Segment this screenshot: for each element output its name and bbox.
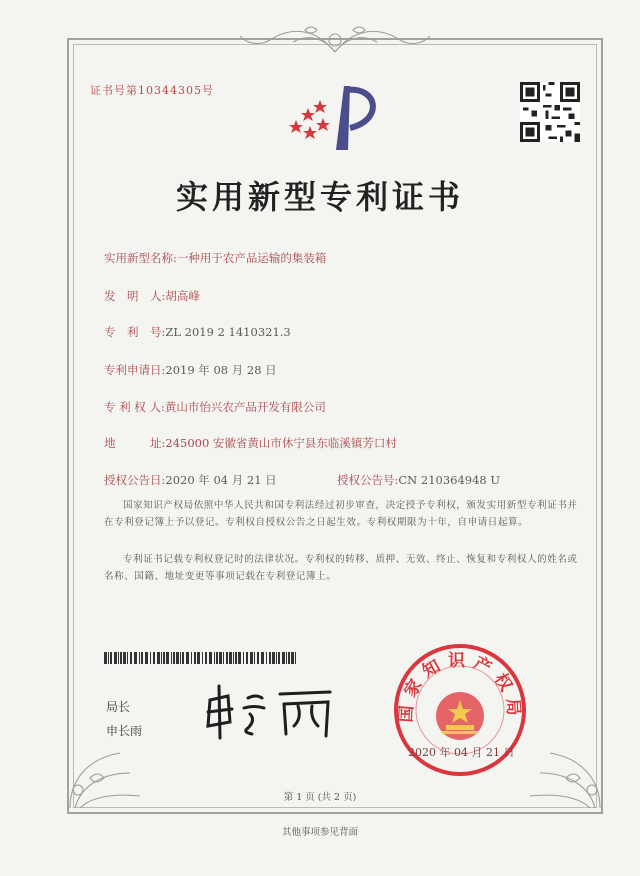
patent-office-logo: [288, 80, 388, 150]
footer-note: 其他事项参见背面: [281, 827, 358, 838]
field-address: [104, 435, 397, 451]
signatory-title: 局长: [106, 700, 131, 714]
field-label: 专 利 权 人:: [104, 400, 165, 414]
field-value: 2020 年 04 月 21 日: [165, 473, 277, 487]
field-label: 专 利 号:: [104, 325, 166, 339]
page-indicator: 第 1 页 (共 2 页): [283, 792, 357, 803]
handwritten-signature: [200, 682, 340, 740]
certificate-number: 证书号第10344305号: [90, 84, 214, 97]
seal-text: 国家知识产权局: [396, 651, 524, 724]
legal-status-paragraph: 专利证书记载专利权登记时的法律状况。专利权的转移、质押、无效、终止、恢复和专利权人的姓名或名称、国籍、地址变更等事项记载在专利登记簿上。: [104, 554, 578, 582]
field-label: 发 明 人:: [104, 289, 166, 303]
field-label: 实用新型名称:: [104, 251, 177, 265]
field-grant-announcement-number: [337, 472, 500, 488]
signatory-name: 申长雨: [106, 724, 143, 738]
field-label: 专利申请日:: [104, 363, 166, 377]
field-value: 胡高峰: [165, 289, 200, 303]
top-ornament: [235, 22, 435, 58]
field-value: ZL 2019 2 1410321.3: [165, 325, 291, 339]
field-filing-date: [104, 362, 277, 378]
field-value: CN 210364948 U: [398, 473, 501, 487]
field-value: 一种用于农产品运输的集装箱: [176, 251, 327, 265]
barcode: [104, 652, 298, 664]
seal-date: 2020 年 04 月 21 日: [408, 746, 515, 759]
field-value: 黄山市怡兴农产品开发有限公司: [164, 400, 326, 414]
field-label: 授权公告日:: [104, 473, 166, 487]
field-label: 授权公告号:: [337, 473, 399, 487]
field-patent-number: [104, 324, 291, 340]
field-utility-model-name: [104, 250, 326, 266]
field-patentee: [104, 399, 326, 415]
field-label: 地 址:: [104, 436, 166, 450]
field-value: 2019 年 08 月 28 日: [165, 363, 277, 377]
field-inventor: [104, 288, 200, 304]
certificate-title: 实用新型专利证书: [175, 178, 464, 216]
field-value: 245000 安徽省黄山市休宁县东临溪镇芳口村: [165, 436, 397, 450]
field-grant-announcement-date: [104, 472, 277, 488]
qr-code: [520, 82, 580, 142]
statement-paragraph: 国家知识产权局依照中华人民共和国专利法经过初步审查，决定授予专利权，颁发实用新型专利证书并在专利登记簿上予以登记。专利权自授权公告之日起生效。专利权期限为十年，自申请日起算。: [104, 500, 578, 528]
